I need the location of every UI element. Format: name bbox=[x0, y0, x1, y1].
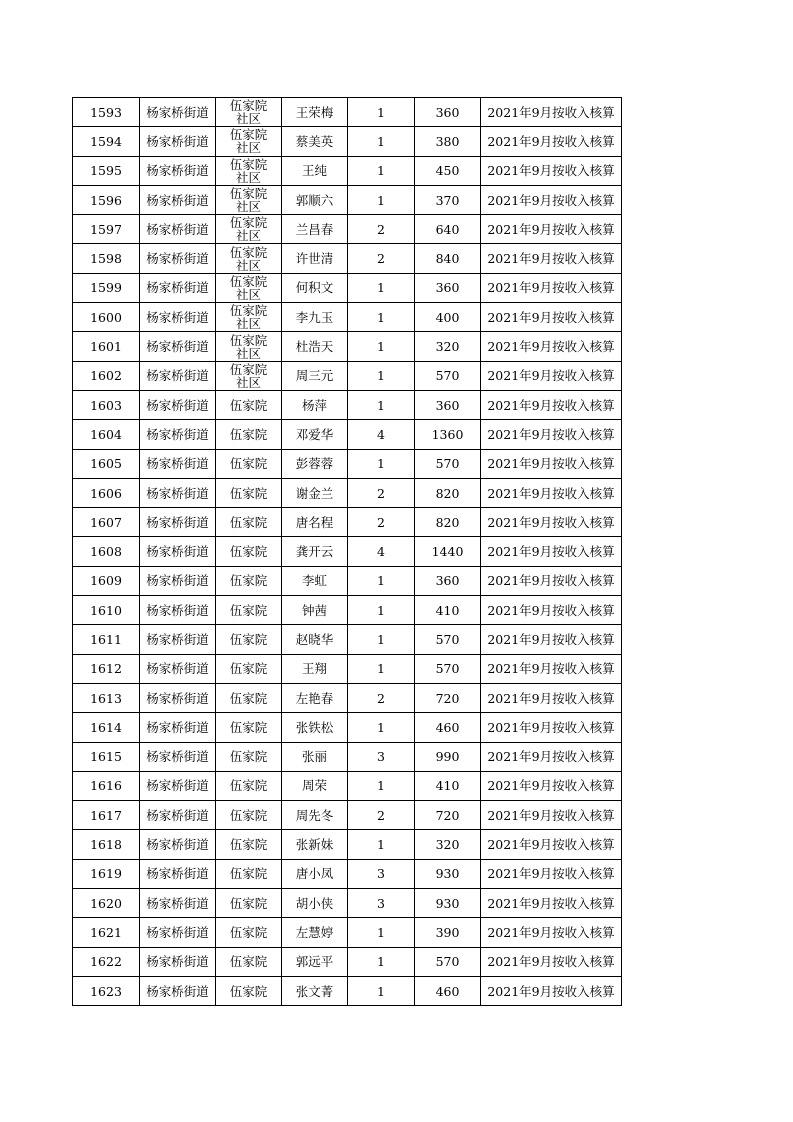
subsidy-table bbox=[72, 97, 622, 1006]
cell-name: 龚开云 bbox=[282, 537, 348, 566]
cell-id: 1607 bbox=[73, 508, 140, 537]
cell-name: 王纯 bbox=[282, 156, 348, 185]
table-row bbox=[73, 332, 622, 361]
table-row bbox=[73, 156, 622, 185]
cell-community: 伍家院 bbox=[216, 771, 282, 800]
community-label: 伍家院社区 bbox=[229, 186, 268, 215]
cell-people-count: 2 bbox=[348, 215, 415, 244]
cell-id: 1602 bbox=[73, 361, 140, 390]
cell-name: 蔡美英 bbox=[282, 127, 348, 156]
cell-id: 1608 bbox=[73, 537, 140, 566]
cell-id: 1606 bbox=[73, 478, 140, 507]
cell-amount: 390 bbox=[415, 918, 481, 947]
table-row bbox=[73, 478, 622, 507]
cell-people-count: 1 bbox=[348, 976, 415, 1005]
cell-note: 2021年9月按收入核算 bbox=[481, 273, 622, 302]
cell-amount: 930 bbox=[415, 859, 481, 888]
cell-community: 伍家院 bbox=[216, 801, 282, 830]
cell-community: 伍家院 bbox=[216, 830, 282, 859]
cell-note: 2021年9月按收入核算 bbox=[481, 537, 622, 566]
cell-community: 伍家院 bbox=[216, 449, 282, 478]
cell-note: 2021年9月按收入核算 bbox=[481, 889, 622, 918]
cell-street: 杨家桥街道 bbox=[140, 215, 216, 244]
cell-community: 伍家院 bbox=[216, 859, 282, 888]
table-row bbox=[73, 947, 622, 976]
community-label: 伍家院社区 bbox=[229, 127, 268, 156]
table-row bbox=[73, 596, 622, 625]
cell-amount: 990 bbox=[415, 742, 481, 771]
cell-id: 1595 bbox=[73, 156, 140, 185]
cell-id: 1617 bbox=[73, 801, 140, 830]
cell-street: 杨家桥街道 bbox=[140, 859, 216, 888]
cell-people-count: 4 bbox=[348, 537, 415, 566]
cell-note: 2021年9月按收入核算 bbox=[481, 185, 622, 214]
cell-amount: 570 bbox=[415, 947, 481, 976]
cell-id: 1623 bbox=[73, 976, 140, 1005]
cell-id: 1604 bbox=[73, 420, 140, 449]
table-row bbox=[73, 215, 622, 244]
cell-community bbox=[216, 98, 282, 127]
cell-note: 2021年9月按收入核算 bbox=[481, 976, 622, 1005]
cell-street: 杨家桥街道 bbox=[140, 390, 216, 419]
cell-id: 1600 bbox=[73, 303, 140, 332]
cell-id: 1622 bbox=[73, 947, 140, 976]
cell-people-count: 1 bbox=[348, 332, 415, 361]
cell-name: 李九玉 bbox=[282, 303, 348, 332]
table-row bbox=[73, 273, 622, 302]
cell-note: 2021年9月按收入核算 bbox=[481, 449, 622, 478]
cell-community: 伍家院 bbox=[216, 596, 282, 625]
cell-id: 1615 bbox=[73, 742, 140, 771]
cell-community bbox=[216, 244, 282, 273]
table-row bbox=[73, 918, 622, 947]
table-row bbox=[73, 185, 622, 214]
cell-note: 2021年9月按收入核算 bbox=[481, 156, 622, 185]
cell-amount: 1360 bbox=[415, 420, 481, 449]
cell-community: 伍家院 bbox=[216, 976, 282, 1005]
cell-amount: 370 bbox=[415, 185, 481, 214]
cell-people-count: 1 bbox=[348, 918, 415, 947]
cell-people-count: 3 bbox=[348, 889, 415, 918]
cell-street: 杨家桥街道 bbox=[140, 918, 216, 947]
cell-amount: 360 bbox=[415, 390, 481, 419]
cell-people-count: 1 bbox=[348, 625, 415, 654]
cell-id: 1611 bbox=[73, 625, 140, 654]
cell-street: 杨家桥街道 bbox=[140, 947, 216, 976]
cell-street: 杨家桥街道 bbox=[140, 596, 216, 625]
cell-street: 杨家桥街道 bbox=[140, 478, 216, 507]
cell-amount: 570 bbox=[415, 625, 481, 654]
cell-street: 杨家桥街道 bbox=[140, 420, 216, 449]
cell-amount: 930 bbox=[415, 889, 481, 918]
cell-amount: 410 bbox=[415, 771, 481, 800]
cell-people-count: 1 bbox=[348, 596, 415, 625]
community-label: 伍家院社区 bbox=[229, 244, 268, 273]
cell-name: 张铁松 bbox=[282, 713, 348, 742]
cell-people-count: 1 bbox=[348, 185, 415, 214]
cell-note: 2021年9月按收入核算 bbox=[481, 420, 622, 449]
cell-people-count: 1 bbox=[348, 361, 415, 390]
table-row bbox=[73, 566, 622, 595]
table-row bbox=[73, 830, 622, 859]
cell-id: 1619 bbox=[73, 859, 140, 888]
community-label: 伍家院社区 bbox=[229, 156, 268, 185]
cell-id: 1605 bbox=[73, 449, 140, 478]
cell-note: 2021年9月按收入核算 bbox=[481, 98, 622, 127]
table-row bbox=[73, 625, 622, 654]
cell-name: 张新妹 bbox=[282, 830, 348, 859]
cell-community bbox=[216, 127, 282, 156]
cell-people-count: 1 bbox=[348, 390, 415, 419]
cell-amount: 410 bbox=[415, 596, 481, 625]
cell-street: 杨家桥街道 bbox=[140, 713, 216, 742]
cell-street: 杨家桥街道 bbox=[140, 654, 216, 683]
table-row bbox=[73, 449, 622, 478]
cell-street: 杨家桥街道 bbox=[140, 156, 216, 185]
cell-people-count: 1 bbox=[348, 771, 415, 800]
cell-note: 2021年9月按收入核算 bbox=[481, 859, 622, 888]
cell-people-count: 1 bbox=[348, 273, 415, 302]
cell-street: 杨家桥街道 bbox=[140, 508, 216, 537]
community-label: 伍家院社区 bbox=[229, 332, 268, 361]
cell-name: 张文菁 bbox=[282, 976, 348, 1005]
cell-people-count: 2 bbox=[348, 683, 415, 712]
cell-people-count: 1 bbox=[348, 449, 415, 478]
cell-amount: 720 bbox=[415, 683, 481, 712]
table-row bbox=[73, 303, 622, 332]
cell-street: 杨家桥街道 bbox=[140, 830, 216, 859]
cell-name: 左慧婷 bbox=[282, 918, 348, 947]
cell-id: 1621 bbox=[73, 918, 140, 947]
cell-amount: 570 bbox=[415, 654, 481, 683]
cell-name: 彭蓉蓉 bbox=[282, 449, 348, 478]
cell-name: 郭顺六 bbox=[282, 185, 348, 214]
cell-street: 杨家桥街道 bbox=[140, 361, 216, 390]
cell-community bbox=[216, 273, 282, 302]
table-row bbox=[73, 976, 622, 1005]
cell-amount: 820 bbox=[415, 508, 481, 537]
cell-name: 邓爱华 bbox=[282, 420, 348, 449]
cell-street: 杨家桥街道 bbox=[140, 683, 216, 712]
table-row bbox=[73, 361, 622, 390]
cell-amount: 570 bbox=[415, 361, 481, 390]
cell-people-count: 1 bbox=[348, 303, 415, 332]
cell-id: 1618 bbox=[73, 830, 140, 859]
cell-amount: 460 bbox=[415, 976, 481, 1005]
table-row bbox=[73, 654, 622, 683]
cell-people-count: 4 bbox=[348, 420, 415, 449]
cell-id: 1614 bbox=[73, 713, 140, 742]
cell-name: 张丽 bbox=[282, 742, 348, 771]
cell-note: 2021年9月按收入核算 bbox=[481, 215, 622, 244]
cell-street: 杨家桥街道 bbox=[140, 127, 216, 156]
cell-community: 伍家院 bbox=[216, 625, 282, 654]
cell-note: 2021年9月按收入核算 bbox=[481, 332, 622, 361]
cell-id: 1603 bbox=[73, 390, 140, 419]
cell-people-count: 1 bbox=[348, 713, 415, 742]
cell-note: 2021年9月按收入核算 bbox=[481, 361, 622, 390]
cell-id: 1596 bbox=[73, 185, 140, 214]
cell-people-count: 3 bbox=[348, 742, 415, 771]
cell-street: 杨家桥街道 bbox=[140, 332, 216, 361]
cell-amount: 360 bbox=[415, 566, 481, 595]
cell-name: 王翔 bbox=[282, 654, 348, 683]
cell-amount: 360 bbox=[415, 273, 481, 302]
cell-amount: 720 bbox=[415, 801, 481, 830]
table-row bbox=[73, 683, 622, 712]
cell-id: 1612 bbox=[73, 654, 140, 683]
cell-community: 伍家院 bbox=[216, 947, 282, 976]
cell-community: 伍家院 bbox=[216, 918, 282, 947]
cell-name: 王荣梅 bbox=[282, 98, 348, 127]
cell-community bbox=[216, 332, 282, 361]
cell-amount: 380 bbox=[415, 127, 481, 156]
cell-street: 杨家桥街道 bbox=[140, 185, 216, 214]
cell-street: 杨家桥街道 bbox=[140, 303, 216, 332]
cell-community: 伍家院 bbox=[216, 478, 282, 507]
table-row bbox=[73, 508, 622, 537]
cell-note: 2021年9月按收入核算 bbox=[481, 771, 622, 800]
cell-note: 2021年9月按收入核算 bbox=[481, 303, 622, 332]
cell-id: 1609 bbox=[73, 566, 140, 595]
cell-id: 1610 bbox=[73, 596, 140, 625]
cell-name: 钟茜 bbox=[282, 596, 348, 625]
cell-note: 2021年9月按收入核算 bbox=[481, 390, 622, 419]
cell-people-count: 2 bbox=[348, 244, 415, 273]
cell-community: 伍家院 bbox=[216, 537, 282, 566]
cell-street: 杨家桥街道 bbox=[140, 98, 216, 127]
cell-id: 1620 bbox=[73, 889, 140, 918]
cell-people-count: 1 bbox=[348, 654, 415, 683]
cell-amount: 570 bbox=[415, 449, 481, 478]
cell-name: 唐小凤 bbox=[282, 859, 348, 888]
cell-id: 1594 bbox=[73, 127, 140, 156]
cell-people-count: 1 bbox=[348, 98, 415, 127]
cell-note: 2021年9月按收入核算 bbox=[481, 713, 622, 742]
cell-people-count: 1 bbox=[348, 127, 415, 156]
cell-people-count: 1 bbox=[348, 947, 415, 976]
cell-note: 2021年9月按收入核算 bbox=[481, 947, 622, 976]
table-body bbox=[73, 98, 622, 1006]
cell-community: 伍家院 bbox=[216, 742, 282, 771]
cell-street: 杨家桥街道 bbox=[140, 566, 216, 595]
cell-name: 李虹 bbox=[282, 566, 348, 595]
cell-community bbox=[216, 185, 282, 214]
cell-people-count: 2 bbox=[348, 508, 415, 537]
cell-note: 2021年9月按收入核算 bbox=[481, 566, 622, 595]
cell-people-count: 1 bbox=[348, 566, 415, 595]
cell-people-count: 1 bbox=[348, 156, 415, 185]
cell-amount: 400 bbox=[415, 303, 481, 332]
cell-street: 杨家桥街道 bbox=[140, 771, 216, 800]
cell-note: 2021年9月按收入核算 bbox=[481, 127, 622, 156]
cell-amount: 320 bbox=[415, 332, 481, 361]
cell-id: 1601 bbox=[73, 332, 140, 361]
table-row bbox=[73, 713, 622, 742]
cell-amount: 460 bbox=[415, 713, 481, 742]
community-label: 伍家院社区 bbox=[229, 273, 268, 302]
cell-id: 1598 bbox=[73, 244, 140, 273]
cell-name: 唐名程 bbox=[282, 508, 348, 537]
cell-name: 许世清 bbox=[282, 244, 348, 273]
cell-name: 杨萍 bbox=[282, 390, 348, 419]
cell-street: 杨家桥街道 bbox=[140, 889, 216, 918]
cell-community: 伍家院 bbox=[216, 508, 282, 537]
cell-note: 2021年9月按收入核算 bbox=[481, 625, 622, 654]
cell-community: 伍家院 bbox=[216, 654, 282, 683]
cell-name: 周三元 bbox=[282, 361, 348, 390]
cell-community bbox=[216, 361, 282, 390]
table-row bbox=[73, 390, 622, 419]
cell-amount: 640 bbox=[415, 215, 481, 244]
cell-street: 杨家桥街道 bbox=[140, 976, 216, 1005]
cell-amount: 1440 bbox=[415, 537, 481, 566]
cell-community bbox=[216, 215, 282, 244]
community-label: 伍家院社区 bbox=[229, 361, 268, 390]
cell-note: 2021年9月按收入核算 bbox=[481, 244, 622, 273]
cell-note: 2021年9月按收入核算 bbox=[481, 801, 622, 830]
cell-name: 何积文 bbox=[282, 273, 348, 302]
cell-id: 1613 bbox=[73, 683, 140, 712]
table-row bbox=[73, 127, 622, 156]
cell-id: 1599 bbox=[73, 273, 140, 302]
cell-street: 杨家桥街道 bbox=[140, 449, 216, 478]
cell-note: 2021年9月按收入核算 bbox=[481, 683, 622, 712]
cell-name: 赵晓华 bbox=[282, 625, 348, 654]
cell-name: 周荣 bbox=[282, 771, 348, 800]
cell-community: 伍家院 bbox=[216, 713, 282, 742]
cell-note: 2021年9月按收入核算 bbox=[481, 654, 622, 683]
cell-community: 伍家院 bbox=[216, 420, 282, 449]
cell-community: 伍家院 bbox=[216, 566, 282, 595]
cell-id: 1616 bbox=[73, 771, 140, 800]
cell-name: 周先冬 bbox=[282, 801, 348, 830]
cell-amount: 320 bbox=[415, 830, 481, 859]
cell-name: 郭远平 bbox=[282, 947, 348, 976]
community-label: 伍家院社区 bbox=[229, 303, 268, 332]
table-row bbox=[73, 537, 622, 566]
cell-name: 杜浩天 bbox=[282, 332, 348, 361]
cell-street: 杨家桥街道 bbox=[140, 537, 216, 566]
cell-note: 2021年9月按收入核算 bbox=[481, 508, 622, 537]
community-label: 伍家院社区 bbox=[229, 215, 268, 244]
cell-community: 伍家院 bbox=[216, 683, 282, 712]
table-row bbox=[73, 771, 622, 800]
table-row bbox=[73, 859, 622, 888]
cell-id: 1593 bbox=[73, 98, 140, 127]
cell-street: 杨家桥街道 bbox=[140, 273, 216, 302]
community-label: 伍家院社区 bbox=[229, 98, 268, 127]
cell-street: 杨家桥街道 bbox=[140, 742, 216, 771]
cell-street: 杨家桥街道 bbox=[140, 801, 216, 830]
cell-people-count: 2 bbox=[348, 478, 415, 507]
table-row bbox=[73, 244, 622, 273]
cell-amount: 840 bbox=[415, 244, 481, 273]
cell-id: 1597 bbox=[73, 215, 140, 244]
table-row bbox=[73, 420, 622, 449]
cell-people-count: 3 bbox=[348, 859, 415, 888]
cell-note: 2021年9月按收入核算 bbox=[481, 478, 622, 507]
cell-note: 2021年9月按收入核算 bbox=[481, 918, 622, 947]
table-row bbox=[73, 889, 622, 918]
cell-people-count: 1 bbox=[348, 830, 415, 859]
cell-note: 2021年9月按收入核算 bbox=[481, 742, 622, 771]
table-row bbox=[73, 98, 622, 127]
cell-community: 伍家院 bbox=[216, 390, 282, 419]
cell-street: 杨家桥街道 bbox=[140, 625, 216, 654]
cell-name: 谢金兰 bbox=[282, 478, 348, 507]
cell-note: 2021年9月按收入核算 bbox=[481, 596, 622, 625]
table-row bbox=[73, 801, 622, 830]
cell-note: 2021年9月按收入核算 bbox=[481, 830, 622, 859]
cell-community: 伍家院 bbox=[216, 889, 282, 918]
cell-community bbox=[216, 156, 282, 185]
table-row bbox=[73, 742, 622, 771]
cell-people-count: 2 bbox=[348, 801, 415, 830]
cell-amount: 450 bbox=[415, 156, 481, 185]
cell-community bbox=[216, 303, 282, 332]
cell-name: 胡小侠 bbox=[282, 889, 348, 918]
cell-amount: 360 bbox=[415, 98, 481, 127]
cell-street: 杨家桥街道 bbox=[140, 244, 216, 273]
cell-amount: 820 bbox=[415, 478, 481, 507]
cell-name: 兰昌春 bbox=[282, 215, 348, 244]
cell-name: 左艳春 bbox=[282, 683, 348, 712]
